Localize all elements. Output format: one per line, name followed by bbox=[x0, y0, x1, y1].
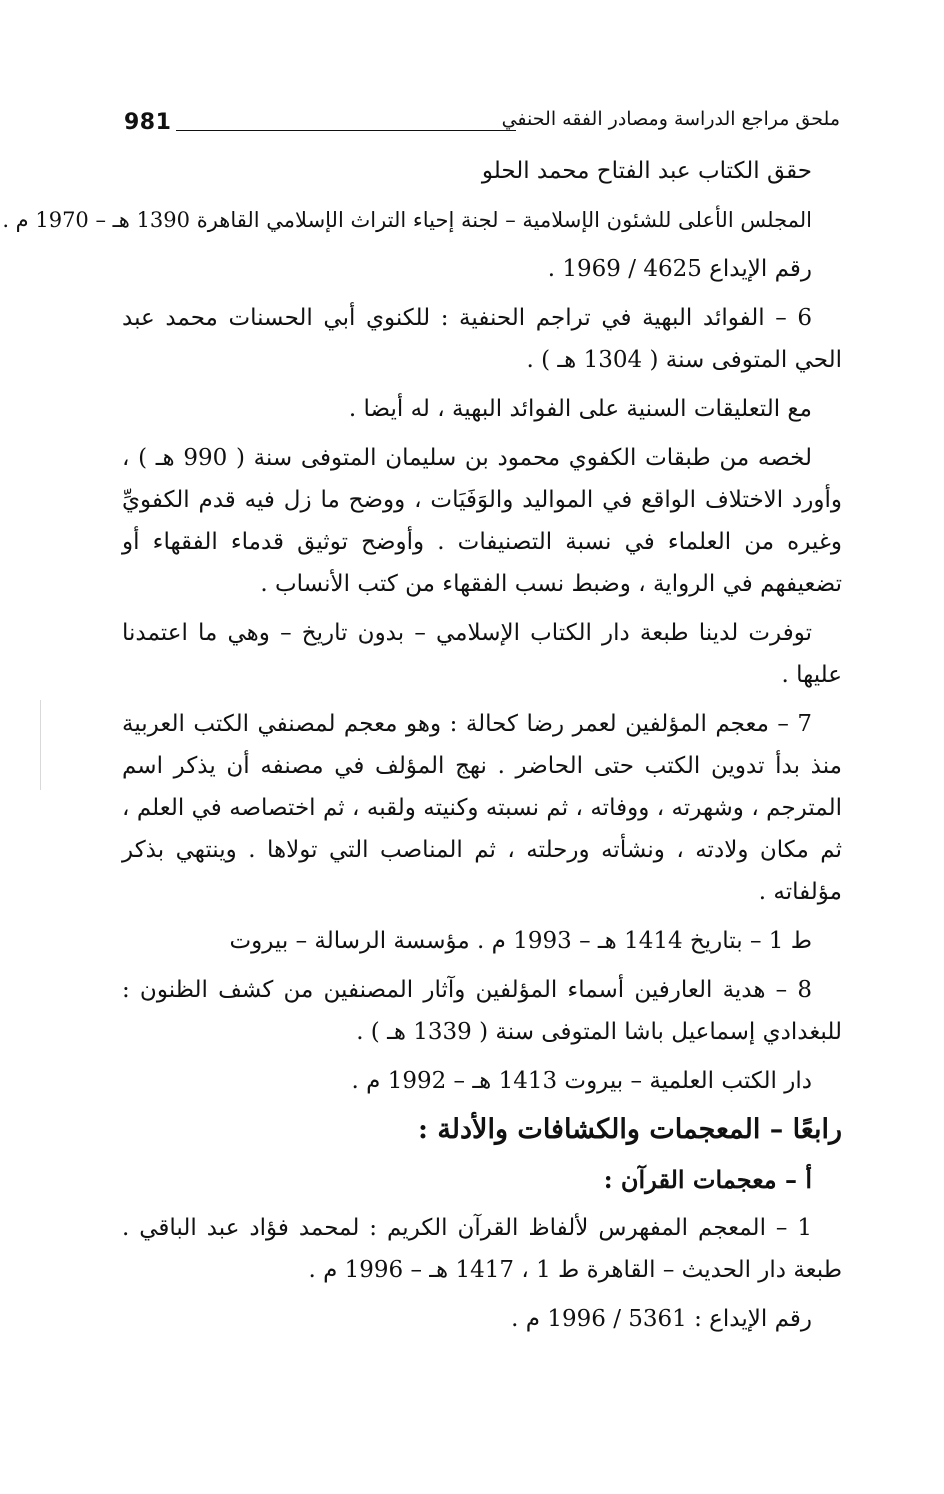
paragraph: دار الكتب العلمية – بيروت 1413 هـ – 1992 م . bbox=[351, 1068, 812, 1094]
running-title: ملحق مراجع الدراسة ومصادر الفقه الحنفي bbox=[501, 108, 840, 130]
scan-margin-line bbox=[40, 700, 41, 790]
paragraph: توفرت لدينا طبعة دار الكتاب الإسلامي – بدون تاريخ – وهي ما اعتمدنا عليها . bbox=[122, 620, 842, 688]
page-body bbox=[2, 150, 842, 1347]
subsection-heading: أ – معجمات القرآن : bbox=[603, 1165, 812, 1194]
running-header bbox=[124, 108, 840, 142]
paragraph: لخصه من طبقات الكفوي محمود بن سليمان المتوفى سنة ( 990 هـ ) ، وأورد الاختلاف الواقع في المواليد والوَفَيَات ، ووضح ما زل فيه قدم الكفويِّ وغيره من العلماء في نسبة التصنيفات . وأوضح توثيق قدماء الفقهاء أو تضعيفهم في الرواية ، وضبط نسب الفقهاء من كتب الأنساب . bbox=[122, 445, 842, 597]
paragraph: رقم الإيداع 4625 / 1969 . bbox=[547, 256, 812, 282]
paragraph: ط 1 – بتاريخ 1414 هـ – 1993 م . مؤسسة الرسالة – بيروت bbox=[229, 928, 812, 954]
section-heading: رابعًا – المعجمات والكشافات والأدلة : bbox=[417, 1114, 842, 1145]
paragraph: 1 – المعجم المفهرس لألفاظ القرآن الكريم : لمحمد فؤاد عبد الباقي . طبعة دار الحديث – القاهرة ط 1 ، 1417 هـ – 1996 م . bbox=[122, 1215, 842, 1283]
page-number: 981 bbox=[124, 110, 172, 135]
paragraph: رقم الإيداع : 5361 / 1996 م . bbox=[511, 1306, 812, 1332]
paragraph: 8 – هدية العارفين أسماء المؤلفين وآثار المصنفين من كشف الظنون : للبغدادي إسماعيل باشا المتوفى سنة ( 1339 هـ ) . bbox=[122, 977, 842, 1045]
paragraph: 6 – الفوائد البهية في تراجم الحنفية : للكنوي أبي الحسنات محمد عبد الحي المتوفى سنة ( 1304 هـ ) . bbox=[122, 305, 842, 373]
paragraph: حقق الكتاب عبد الفتاح محمد الحلو bbox=[481, 158, 812, 184]
header-rule bbox=[176, 130, 516, 131]
paragraph: 7 – معجم المؤلفين لعمر رضا كحالة : وهو معجم لمصنفي الكتب العربية منذ بدأ تدوين الكتب حتى الحاضر . نهج المؤلف في مصنفه أن يذكر اسم المترجم ، وشهرته ، ووفاته ، ثم نسبته وكنيته ولقبه ، ثم اختصاصه في العلم ، ثم مكان ولادته ، ونشأته ورحلته ، ثم المناصب التي تولاها . وينتهي بذكر مؤلفاته . bbox=[122, 711, 842, 905]
paragraph: مع التعليقات السنية على الفوائد البهية ، له أيضا . bbox=[348, 396, 812, 422]
paragraph: المجلس الأعلى للشئون الإسلامية – لجنة إحياء التراث الإسلامي القاهرة 1390 هـ – 1970 م . bbox=[2, 208, 812, 232]
